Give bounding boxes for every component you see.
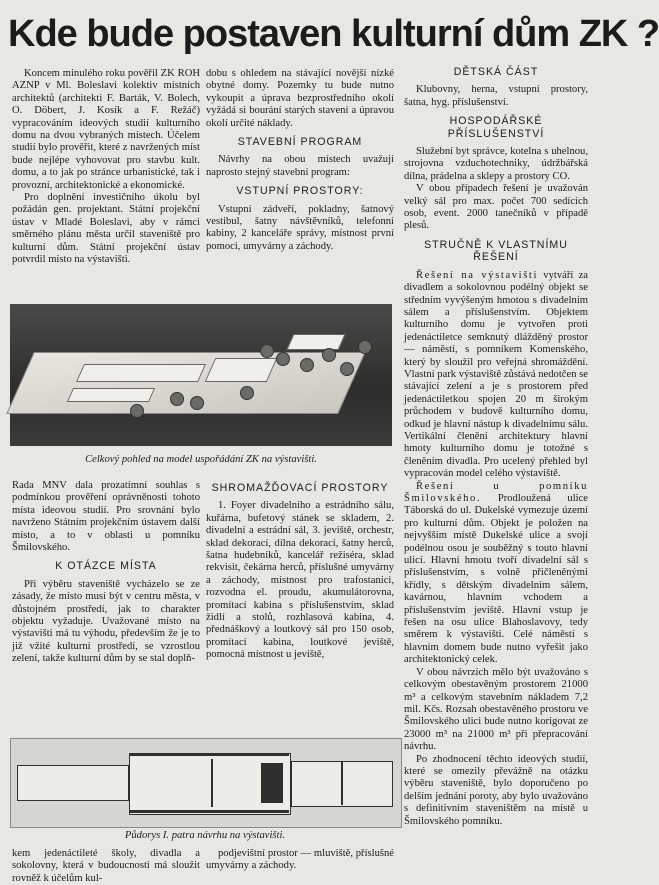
paragraph: 1. Foyer divadelního a estrádního sálu, kuřárna, bufetový stánek se skladem, 2. divadelní a estrádní sál, 3. jeviště, orchestr, sklad dekorací, dílna dekorací, šatny herců, šatna hudebníků, kancelář režiséra, sklad rekvisit, čekárna herců, příslušné umyvárny a záchody, místnost pro trafostanici, rozvodna el. proudu, akumulátorovna, promítací kabina s příslušenstvím, sklad židlí a stolů, rozhlasová kabina, 4. přednáškový a loutkový sál pro 150 osob, promítací kabina, loutkové jeviště, pomocná místnost u jeviště, bbox=[206, 500, 394, 661]
column-2-mid bbox=[206, 480, 394, 732]
model-tree bbox=[322, 348, 336, 362]
paragraph: Po zhodnocení těchto ideových studií, které se omezily převážně na otázku výběru staveniště, bylo doporučeno po delším jednání poroty, aby bylo uvažováno s definitivním staveništěm na místě u Šmilovského pomníku. bbox=[404, 753, 588, 827]
paragraph: Koncem minulého roku pověřil ZK ROH AZNP v Ml. Boleslavi kolektiv místních architektů (architekti F. Barták, V. Bolech, O. Döbert, J. Kosík a F. Režáč) vypracováním ideových studií kulturního domu na dvou vybraných místech. Účelem studií bylo prověřit, které z navržených míst bude nejlépe vyhovovat pro stavbu kult. domu, a to jak po stránce urbanistické, tak i provozní, architektonické a ekonomické. bbox=[12, 68, 200, 191]
paragraph: dobu s ohledem na stávající novější nízké obytné domy. Pozemky tu bude nutno vykoupit a úprava bezprostředního okolí vyžádá si bourání starých stavení a úpravou okolí určité náklady. bbox=[206, 68, 394, 129]
model-building bbox=[76, 364, 206, 382]
photo-caption: Celkový pohled na model uspořádání ZK na výstavišti. bbox=[85, 454, 317, 465]
column-1-bottom bbox=[12, 848, 200, 884]
plan-wall bbox=[129, 810, 289, 813]
paragraph-text: Prodloužená ulice Táborská do ul. Dukelské vymezuje území pro kulturní dům. Objekt je položen na nejvyšším místě Dukelské ulice a svojí podélnou osou je souběžný s touto hlavní ulicí. Hlavní hmotu tvoří divadelní sál s příslušenstvím, s volně přičleněnými křídly, s dětským divadelním sálem, kavárnou, hlavním vchodem a příslušenstvím jeviště. Hlavní vstup je řešen na osu ulice Blahoslavovy, tedy směrem k výstavišti. Celé náměstí s hlavním domem bude nutno vyřešit jako architektonický celek. bbox=[404, 493, 588, 666]
model-tree bbox=[276, 352, 290, 366]
paragraph: kem jedenáctileté školy, divadla a sokolovny, která v budoucnosti má sloužit rovněž k účelům kul- bbox=[12, 848, 200, 884]
column-2-top bbox=[206, 68, 394, 298]
model-building bbox=[67, 388, 155, 402]
paragraph: Vstupní zádveří, pokladny, šatnový vestibul, šatny návštěvníků, telefonní kabiny, 2 kanceláře správy, místnost první pomoci, umyvárny a záchody. bbox=[206, 203, 394, 252]
paragraph: Rada MNV dala prozatímní souhlas s podmínkou prověření oprávněnosti tohoto místa ideovou studií. Pro srovnání bylo navrženo Státním projekčním ústavem další místo, a to v oblasti u pomníku Šmilovského. bbox=[12, 480, 200, 554]
model-tree bbox=[358, 340, 372, 354]
model-tree bbox=[240, 386, 254, 400]
paragraph: Služební byt správce, kotelna s uhelnou, strojovna vzduchotechniky, údržbářská dílna, prádelna a sklepy a prostory CO. bbox=[404, 146, 588, 182]
model-building bbox=[286, 334, 345, 350]
paragraph: Při výběru staveniště vycházelo se ze zásady, že místo musí být v centru města, v důstojném prostředí, jak to charakter objektu vyžaduje. Uvažované místo na výstavišti má tu výhodu, především že je to již vžité kulturní prostředí, se vzrostlou zelení, takže kulturní dům by se stal doplň- bbox=[12, 578, 200, 665]
floor-plan-image bbox=[10, 738, 402, 828]
model-tree bbox=[260, 344, 274, 358]
section-heading: STRUČNĚ K VLASTNÍMU ŘEŠENÍ bbox=[424, 238, 568, 264]
section-heading: DĚTSKÁ ČÁST bbox=[453, 66, 539, 78]
paragraph: Návrhy na obou místech uvažují naprosto stejný stavební program: bbox=[206, 154, 394, 178]
plan-caption: Půdorys I. patra návrhu na výstavišti. bbox=[124, 830, 286, 841]
plan-wall bbox=[129, 753, 289, 756]
model-tree bbox=[300, 358, 314, 372]
model-tree bbox=[170, 392, 184, 406]
paragraph-text: vytváří za divadlem a sokolovnou podélný objekt se středním vyvýšeným hmotou s divadelním sálem a příslušenstvím. Objektem kulturního domu je vytvořen proti jedenáctiletce semknutý dlážděný prostor — náměstí, s pomníkem Komenského, který by sloužil pro veřejná shromáždění. Vlastní park výstaviště zůstává nedotčen se stávající zelení a je s prostorem před jedenáctiletkou spojen 20 m širokým průchodem v budově kulturního domu, odkud je hlavní nástup k divadelnímu sálu. Vertikální členění architektury hlavní hmoty kulturního domu je totožné s členěním divadla. Pro ucelený přehled byl vypracován model celého výstaviště. bbox=[404, 269, 588, 480]
model-tree bbox=[340, 362, 354, 376]
paragraph: V obou případech řešení je uvažován velký sál pro max. počet 700 sedících osob, event. 2000 tanečníků v případě plesů. bbox=[404, 183, 588, 232]
model-tree bbox=[190, 396, 204, 410]
plan-wall bbox=[211, 759, 213, 807]
section-heading: K OTÁZCE MÍSTA bbox=[55, 560, 157, 573]
paragraph bbox=[404, 270, 588, 481]
paragraph: podjevištní prostor — mluviště, příslušné umyvárny a záchody. bbox=[206, 848, 394, 872]
model-building bbox=[205, 358, 278, 382]
spaced-lead: Řešení u pomníku Šmilovského. bbox=[404, 480, 588, 504]
column-3 bbox=[404, 66, 588, 878]
paragraph: Pro doplnění investičního úkolu byl požádán gen. projektant. Státní projekční ústav v Mladé Boleslavi, aby v rámci směrného plánu města určil staveniště pro kulturní dům. Státní projekční ústav potvrdil místo na výstavišti. bbox=[12, 192, 200, 266]
spaced-lead: Řešení na výstavišti bbox=[416, 269, 539, 281]
section-heading: STAVEBNÍ PROGRAM bbox=[237, 136, 363, 149]
column-2-bottom bbox=[206, 848, 394, 878]
section-heading: VSTUPNÍ PROSTORY: bbox=[236, 185, 364, 198]
paragraph: Klubovny, herna, vstupní prostory, šatna, hyg. příslušenství. bbox=[404, 84, 588, 108]
model-tree bbox=[130, 404, 144, 418]
paragraph: V obou návrzích mělo být uvažováno s celkovým obestavěným prostorem 21000 m³ a celkovým stavebním nákladem 7,2 mil. Kčs. Rozsah obestavěného prostoru ve Šmilovského ulici bude nutno korigovat ze 23000 m³ na 21000 m³ při přepracování návrhu. bbox=[404, 666, 588, 753]
plan-stage bbox=[261, 763, 283, 803]
plan-wall bbox=[341, 761, 343, 805]
column-1-mid bbox=[12, 480, 200, 732]
plan-wing bbox=[17, 765, 129, 801]
headline: Kde bude postaven kulturní dům ZK ? bbox=[8, 13, 659, 55]
column-1-top bbox=[12, 68, 200, 298]
section-heading: SHROMAŽĎOVACÍ PROSTORY bbox=[211, 482, 389, 494]
model-photo bbox=[10, 304, 392, 446]
section-heading: HOSPODÁŘSKÉ PŘÍSLUŠENSTVÍ bbox=[447, 115, 545, 140]
paragraph bbox=[404, 481, 588, 667]
